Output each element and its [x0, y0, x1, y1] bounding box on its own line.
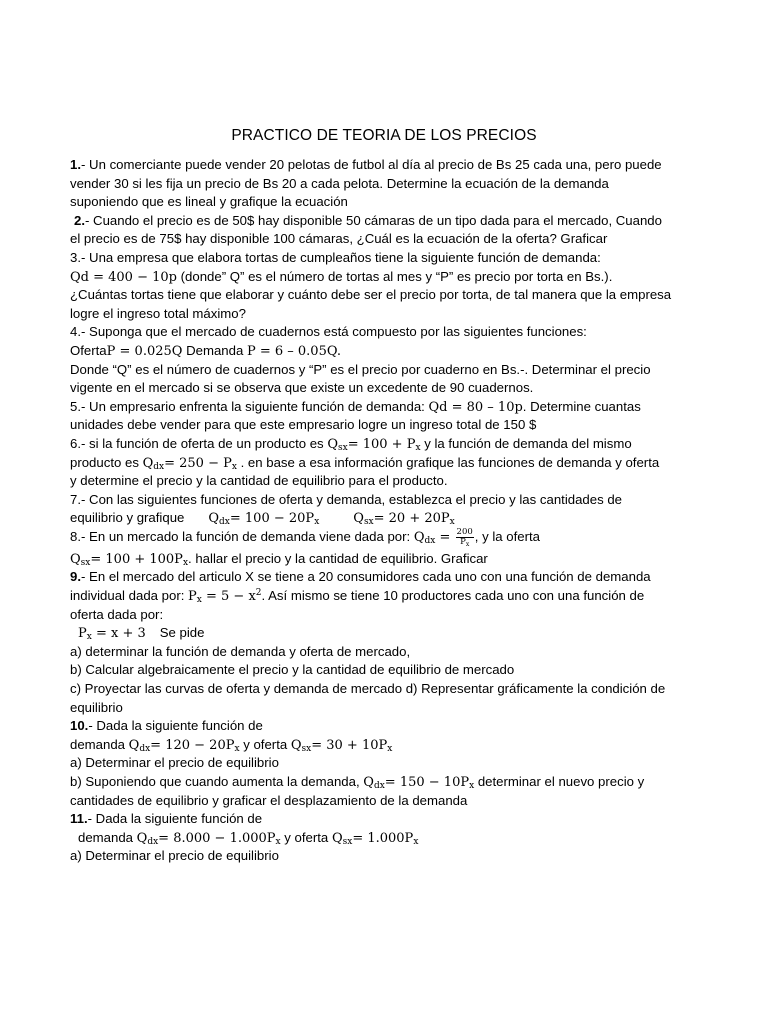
demand-equation: $Q_{dx}= 250 - P_x$: [142, 455, 237, 472]
problem-11-line-2: demanda $Q_{dx}= 8.000 - 1.000P_x$ y oferta $Q_{sx}= 1.000P_x$: [78, 829, 419, 847]
problem-9-item-b: b) Calcular algebraicamente el precio y la cantidad de equilibrio de mercado: [70, 662, 515, 678]
problem-5-line-2: unidades debe vender para que este empresario logre un ingreso total de 150 $: [70, 417, 537, 433]
problem-9-item-c: c) Proyectar las curvas de oferta y demanda de mercado d) Representar gráficamente la condición de: [70, 681, 666, 697]
problem-3-line-3: ¿Cuántas tortas tiene que elaborar y cuánto debe ser el precio por torta, de tal manera que la empresa: [70, 287, 672, 303]
individual-supply-equation: $P_x = x + 3$: [78, 626, 146, 643]
problem-9-line-4: $P_x = x + 3$ Se pide: [78, 625, 205, 643]
page-title: PRACTICO DE TEORIA DE LOS PRECIOS: [231, 127, 537, 144]
problem-8-line-1: 8.- En un mercado la función de demanda viene dada por: $Q_{dx}$ = $\frac{200}{P_x}$ , y la oferta: [70, 526, 541, 548]
problem-2-line-1: 2.- Cuando el precio es de 50$ hay disponible 50 cámaras de un tipo dada para el mercado, Cuando: [74, 212, 662, 228]
demand-equation: $Q_{dx}= 120 - 20P_x$: [128, 737, 240, 754]
problem-10-item-b-line-2: cantidades de equilibrio y graficar el desplazamiento de la demanda: [70, 792, 468, 808]
problem-1-line-1: 1.- Un comerciante puede vender 20 pelotas de futbol al día al precio de Bs 25 cada una, pero puede: [70, 157, 662, 172]
problem-3-line-4: logre el ingreso total máximo?: [70, 305, 246, 321]
problem-9-line-1: 9.- En el mercado del articulo X se tiene a 20 consumidores cada uno con una función de demanda: [70, 569, 651, 585]
problem-4-line-3: Donde “Q” es el número de cuadernos y “P” es el precio por cuaderno en Bs.-. Determinar el precio: [70, 361, 651, 377]
individual-demand-equation: $P_x = 5 - x^2$: [188, 588, 262, 606]
problem-10-line-2: demanda $Q_{dx}= 120 - 20P_x$ y oferta $Q_{sx}= 30 + 10P_x$: [70, 736, 393, 754]
problem-11-line-1: 11.- Dada la siguiente función de: [70, 811, 263, 827]
problem-2-line-2: el precio es de 75$ hay disponible 100 cámaras, ¿Cuál es la ecuación de la oferta? Graficar: [70, 231, 608, 247]
supply-equation: $Q_{sx}= 1.000P_x$: [331, 830, 419, 847]
problem-3-line-1: 3.- Una empresa que elabora tortas de cumpleaños tiene la siguiente función de demanda:: [70, 249, 601, 265]
supply-equation: $Q_{sx}= 100 + 100P_x$: [70, 551, 189, 568]
problem-9-line-2: individual dada por: $P_x = 5 - x^2$. Así mismo se tiene 10 productores cada uno con una función de: [70, 588, 645, 606]
problem-5-line-1: 5.- Un empresario enfrenta la siguiente función de demanda: Qd = 80 – 10p. Determine cuantas: [70, 398, 641, 415]
problem-10-item-a: a) Determinar el precio de equilibrio: [70, 755, 279, 771]
problem-6-line-1: 6.- si la función de oferta de un producto es $Q_{sx}= 100 + P_x$ y la función de demanda del mismo: [70, 435, 632, 453]
supply-equation: P = 0.025Q: [106, 343, 183, 359]
problem-4-line-2: OfertaP = 0.025Q Demanda P = 6 – 0.05Q.: [70, 342, 341, 359]
demand-fraction: $\frac{200}{P_x}$: [456, 526, 473, 548]
problem-7-line-2: equilibrio y grafique $Q_{dx}= 100 - 20P_x$ $Q_{sx}= 20 + 20P_x$: [70, 510, 455, 528]
problem-10-item-b-line-1: b) Suponiendo que cuando aumenta la demanda, $Q_{dx}= 150 - 10P_x$ determinar el nuevo precio y: [70, 774, 645, 791]
problem-7-line-1: 7.- Con las siguientes funciones de oferta y demanda, establezca el precio y las cantidades de: [70, 491, 623, 507]
demand-equation: $Q_{dx}= 8.000 - 1.000P_x$: [136, 830, 281, 847]
problem-9-line-3: oferta dada por:: [70, 606, 164, 622]
problem-1-line-2: vender 30 si les fija un precio de Bs 20 a cada pelota. Determine la ecuación de la demanda: [70, 175, 609, 191]
problem-4-line-1: 4.- Suponga que el mercado de cuadernos está compuesto por las siguientes funciones:: [70, 324, 587, 340]
document-body: [70, 156, 710, 866]
demand-equation: $Q_{dx}$ =: [413, 529, 455, 546]
supply-equation: $Q_{sx}= 30 + 10P_x$: [290, 737, 393, 754]
demand-equation: P = 6 – 0.05Q.: [246, 343, 341, 359]
problem-9-item-a: a) determinar la función de demanda y oferta de mercado,: [70, 643, 411, 659]
problem-11-item-a: a) Determinar el precio de equilibrio: [70, 848, 279, 864]
supply-equation: $Q_{sx}= 20 + 20P_x$: [353, 511, 455, 528]
new-demand-equation: $Q_{dx}= 150 - 10P_x$: [363, 775, 475, 791]
problem-6-line-2: producto es $Q_{dx}= 250 - P_x$ . en base a esa información grafique las funciones de demanda y oferta: [70, 454, 660, 472]
demand-equation: Qd = 400 − 10p: [70, 269, 177, 285]
problem-1-line-3: suponiendo que es lineal y grafique la ecuación: [70, 194, 348, 210]
problem-6-line-3: y determine el precio y la cantidad de equilibrio para el producto.: [70, 473, 448, 489]
demand-equation: Qd = 80 – 10p: [428, 399, 523, 415]
problem-8-line-2: $Q_{sx}= 100 + 100P_x$. hallar el precio y la cantidad de equilibrio. Graficar: [70, 550, 488, 568]
problem-4-line-4: vigente en el mercado si se observa que existe un excedente de 90 cuadernos.: [70, 380, 534, 396]
problem-9-item-c-cont: equilibrio: [70, 699, 123, 715]
demand-equation: $Q_{dx}= 100 - 20P_x$: [208, 511, 320, 528]
problem-10-line-1: 10.- Dada la siguiente función de: [70, 718, 263, 734]
problem-3-line-2: Qd = 400 − 10p (donde” Q” es el número de tortas al mes y “P” es precio por torta en Bs.).: [70, 268, 613, 285]
supply-equation: $Q_{sx}= 100 + P_x$: [327, 436, 421, 453]
